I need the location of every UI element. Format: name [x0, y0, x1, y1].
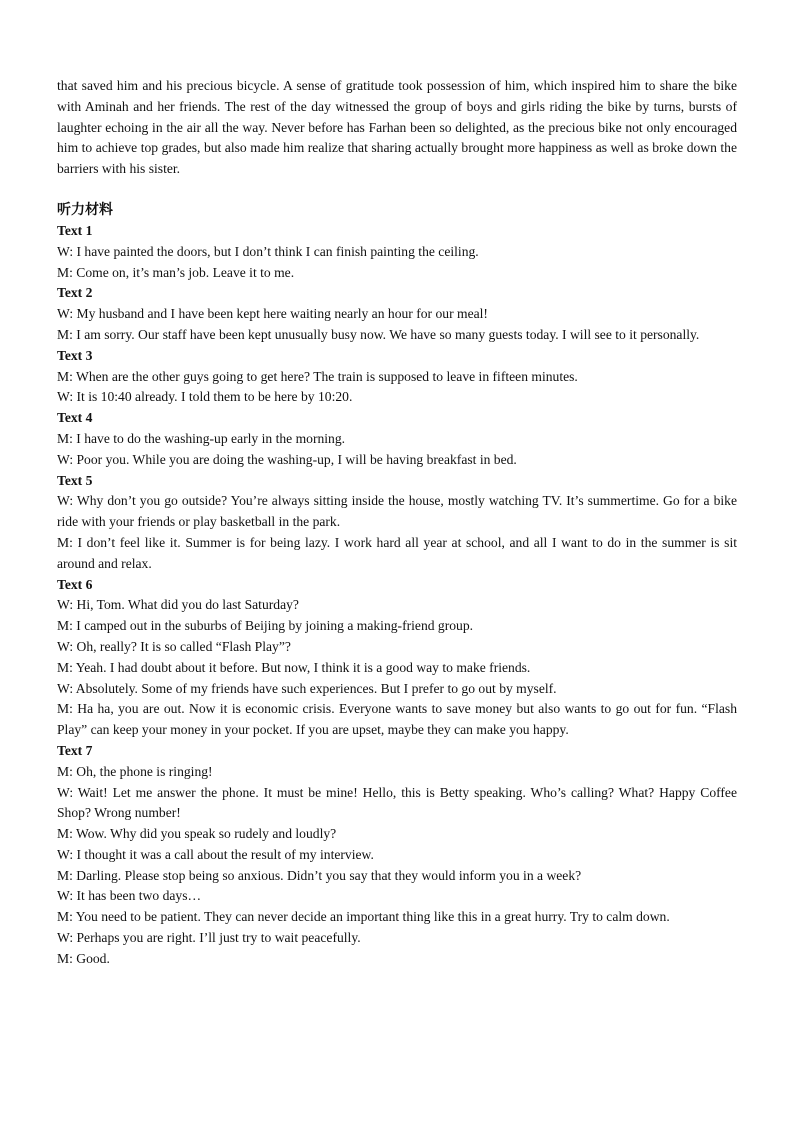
- listening-texts: [57, 221, 737, 970]
- dialogue-line: W: I thought it was a call about the result of my interview.: [57, 846, 374, 862]
- section-title: 听力材料: [57, 201, 113, 218]
- dialogue-line: W: I have painted the doors, but I don’t think I can finish painting the ceiling.: [57, 243, 479, 259]
- dialogue-line: M: Come on, it’s man’s job. Leave it to me.: [57, 264, 295, 280]
- spacer: [57, 180, 737, 200]
- dialogue-line: M: Wow. Why did you speak so rudely and loudly?: [57, 826, 337, 842]
- dialogue-line: W: Wait! Let me answer the phone. It must be mine! Hello, this is Betty speaking. Who’s calling? What? Happy Coffee Shop? Wrong number!: [57, 784, 737, 821]
- dialogue-line: W: Absolutely. Some of my friends have such experiences. But I prefer to go out by myself.: [57, 680, 557, 696]
- dialogue-line: W: It is 10:40 already. I told them to be here by 10:20.: [57, 389, 353, 405]
- document-page: [57, 76, 737, 970]
- text-heading: Text 7: [57, 742, 93, 758]
- dialogue-line: M: Ha ha, you are out. Now it is economic crisis. Everyone wants to save money but also wants to go out for fun. “Flash Play” can keep your money in your pocket. If you are upset, maybe they can make you happy.: [57, 701, 737, 738]
- text-heading: Text 5: [57, 472, 93, 488]
- dialogue-line: W: Hi, Tom. What did you do last Saturday?: [57, 597, 299, 613]
- dialogue-line: W: It has been two days…: [57, 888, 202, 904]
- text-heading: Text 1: [57, 222, 93, 238]
- dialogue-line: M: I have to do the washing-up early in the morning.: [57, 430, 346, 446]
- dialogue-line: M: Darling. Please stop being so anxious. Didn’t you say that they would inform you in a week?: [57, 867, 582, 883]
- dialogue-line: M: Yeah. I had doubt about it before. But now, I think it is a good way to make friends.: [57, 659, 531, 675]
- text-heading: Text 2: [57, 285, 93, 301]
- text-heading: Text 6: [57, 576, 93, 592]
- dialogue-line: W: My husband and I have been kept here waiting nearly an hour for our meal!: [57, 306, 488, 322]
- dialogue-line: W: Why don’t you go outside? You’re always sitting inside the house, mostly watching TV. It’s summertime. Go for a bike ride with your friends or play basketball in the park.: [57, 493, 737, 530]
- dialogue-line: M: I am sorry. Our staff have been kept unusually busy now. We have so many guests today. I will see to it personally.: [57, 326, 700, 342]
- dialogue-line: M: Good.: [57, 950, 110, 966]
- dialogue-line: W: Perhaps you are right. I’ll just try to wait peacefully.: [57, 930, 361, 946]
- dialogue-line: M: You need to be patient. They can never decide an important thing like this in a great hurry. Try to calm down.: [57, 909, 670, 925]
- dialogue-line: M: I don’t feel like it. Summer is for being lazy. I work hard all year at school, and all I want to do in the summer is sit around and relax.: [57, 534, 737, 571]
- dialogue-line: M: When are the other guys going to get here? The train is supposed to leave in fifteen minutes.: [57, 368, 578, 384]
- dialogue-line: M: I camped out in the suburbs of Beijing by joining a making-friend group.: [57, 618, 474, 634]
- text-heading: Text 3: [57, 347, 93, 363]
- dialogue-line: M: Oh, the phone is ringing!: [57, 763, 213, 779]
- intro-paragraph: that saved him and his precious bicycle. A sense of gratitude took possession of him, which inspired him to share the bike with Aminah and her friends. The rest of the day witnessed the group of boys and girls riding the bike by turns, bursts of laughter echoing in the air all the way. Never before has Farhan been so delighted, as the precious bike not only encouraged him to achieve top grades, but also made him realize that sharing actually brought more happiness as well as broke down the barriers with his sister.: [57, 78, 737, 177]
- dialogue-line: W: Oh, really? It is so called “Flash Play”?: [57, 638, 291, 654]
- text-heading: Text 4: [57, 410, 93, 426]
- dialogue-line: W: Poor you. While you are doing the washing-up, I will be having breakfast in bed.: [57, 451, 517, 467]
